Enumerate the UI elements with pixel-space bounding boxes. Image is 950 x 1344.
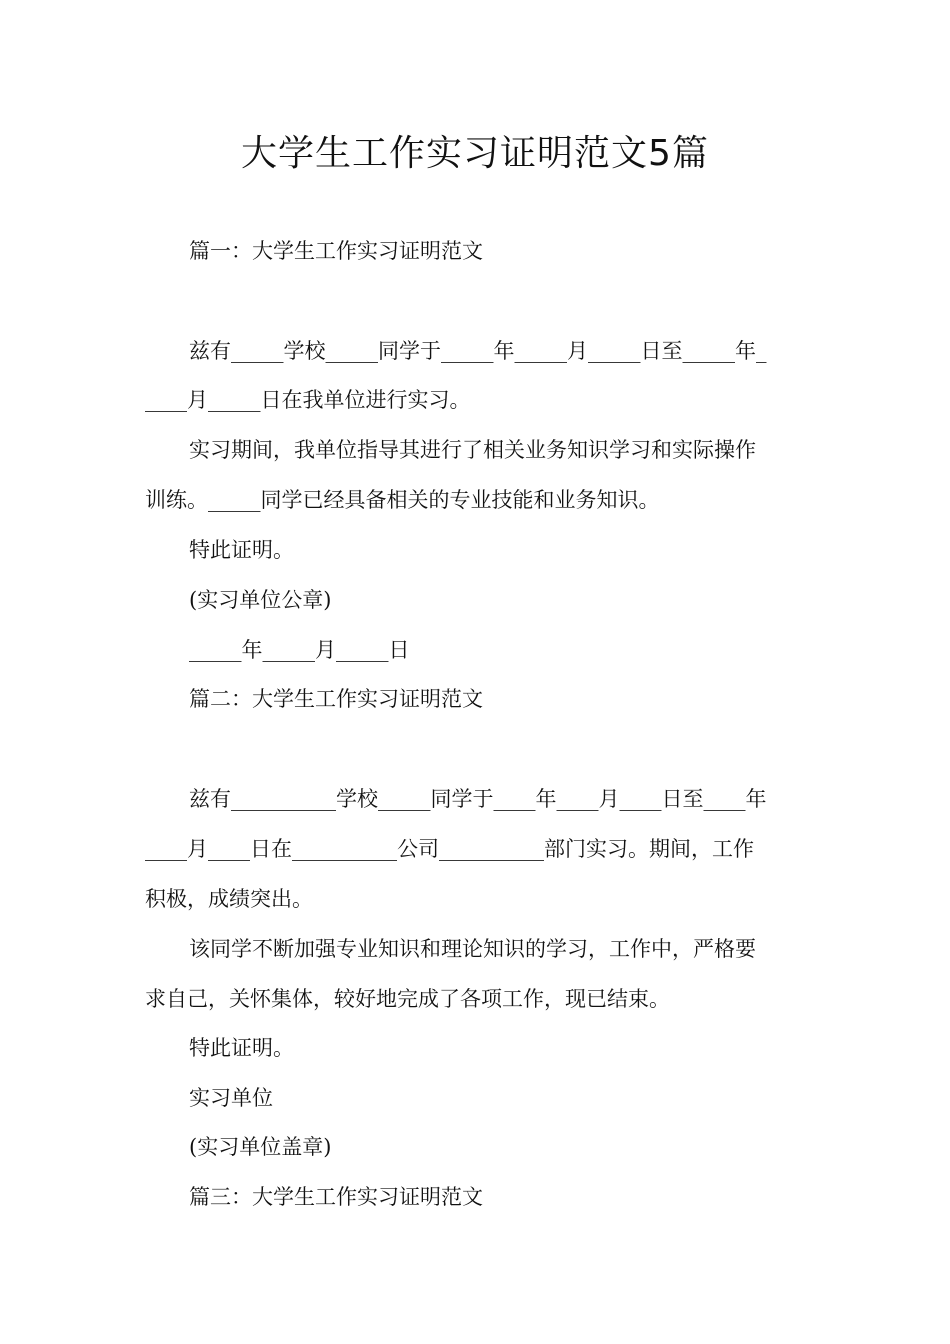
- paragraph-line: 兹有__________学校_____同学于____年____月____日至____年: [189, 787, 767, 811]
- paragraph-line: ____月_____日在我单位进行实习。: [145, 388, 471, 412]
- section-heading-2: 篇二：大学生工作实习证明范文: [189, 687, 483, 711]
- section-heading-1: 篇一：大学生工作实习证明范文: [189, 239, 483, 263]
- paragraph-line: 该同学不断加强专业知识和理论知识的学习，工作中，严格要: [189, 937, 756, 961]
- paragraph-line: 积极，成绩突出。: [145, 887, 313, 911]
- document-title: 大学生工作实习证明范文5篇: [241, 133, 709, 174]
- paragraph-line: 求自己，关怀集体，较好地完成了各项工作，现已结束。: [145, 987, 670, 1011]
- date-line: _____年_____月_____日: [189, 638, 410, 662]
- paragraph-line: 实习期间，我单位指导其进行了相关业务知识学习和实际操作: [189, 438, 756, 462]
- paragraph-line: (实习单位公章): [189, 588, 332, 612]
- section-heading-3: 篇三：大学生工作实习证明范文: [189, 1185, 483, 1209]
- paragraph-line: 训练。_____同学已经具备相关的专业技能和业务知识。: [145, 488, 660, 512]
- paragraph-line: 特此证明。: [189, 538, 294, 562]
- paragraph-line: 实习单位: [189, 1086, 273, 1110]
- paragraph-line: 兹有_____学校_____同学于_____年_____月_____日至_____年_: [189, 339, 767, 363]
- paragraph-line: 特此证明。: [189, 1036, 294, 1060]
- paragraph-line: ____月____日在__________公司__________部门实习。期间，工作: [145, 837, 754, 861]
- paragraph-line: (实习单位盖章): [189, 1135, 332, 1159]
